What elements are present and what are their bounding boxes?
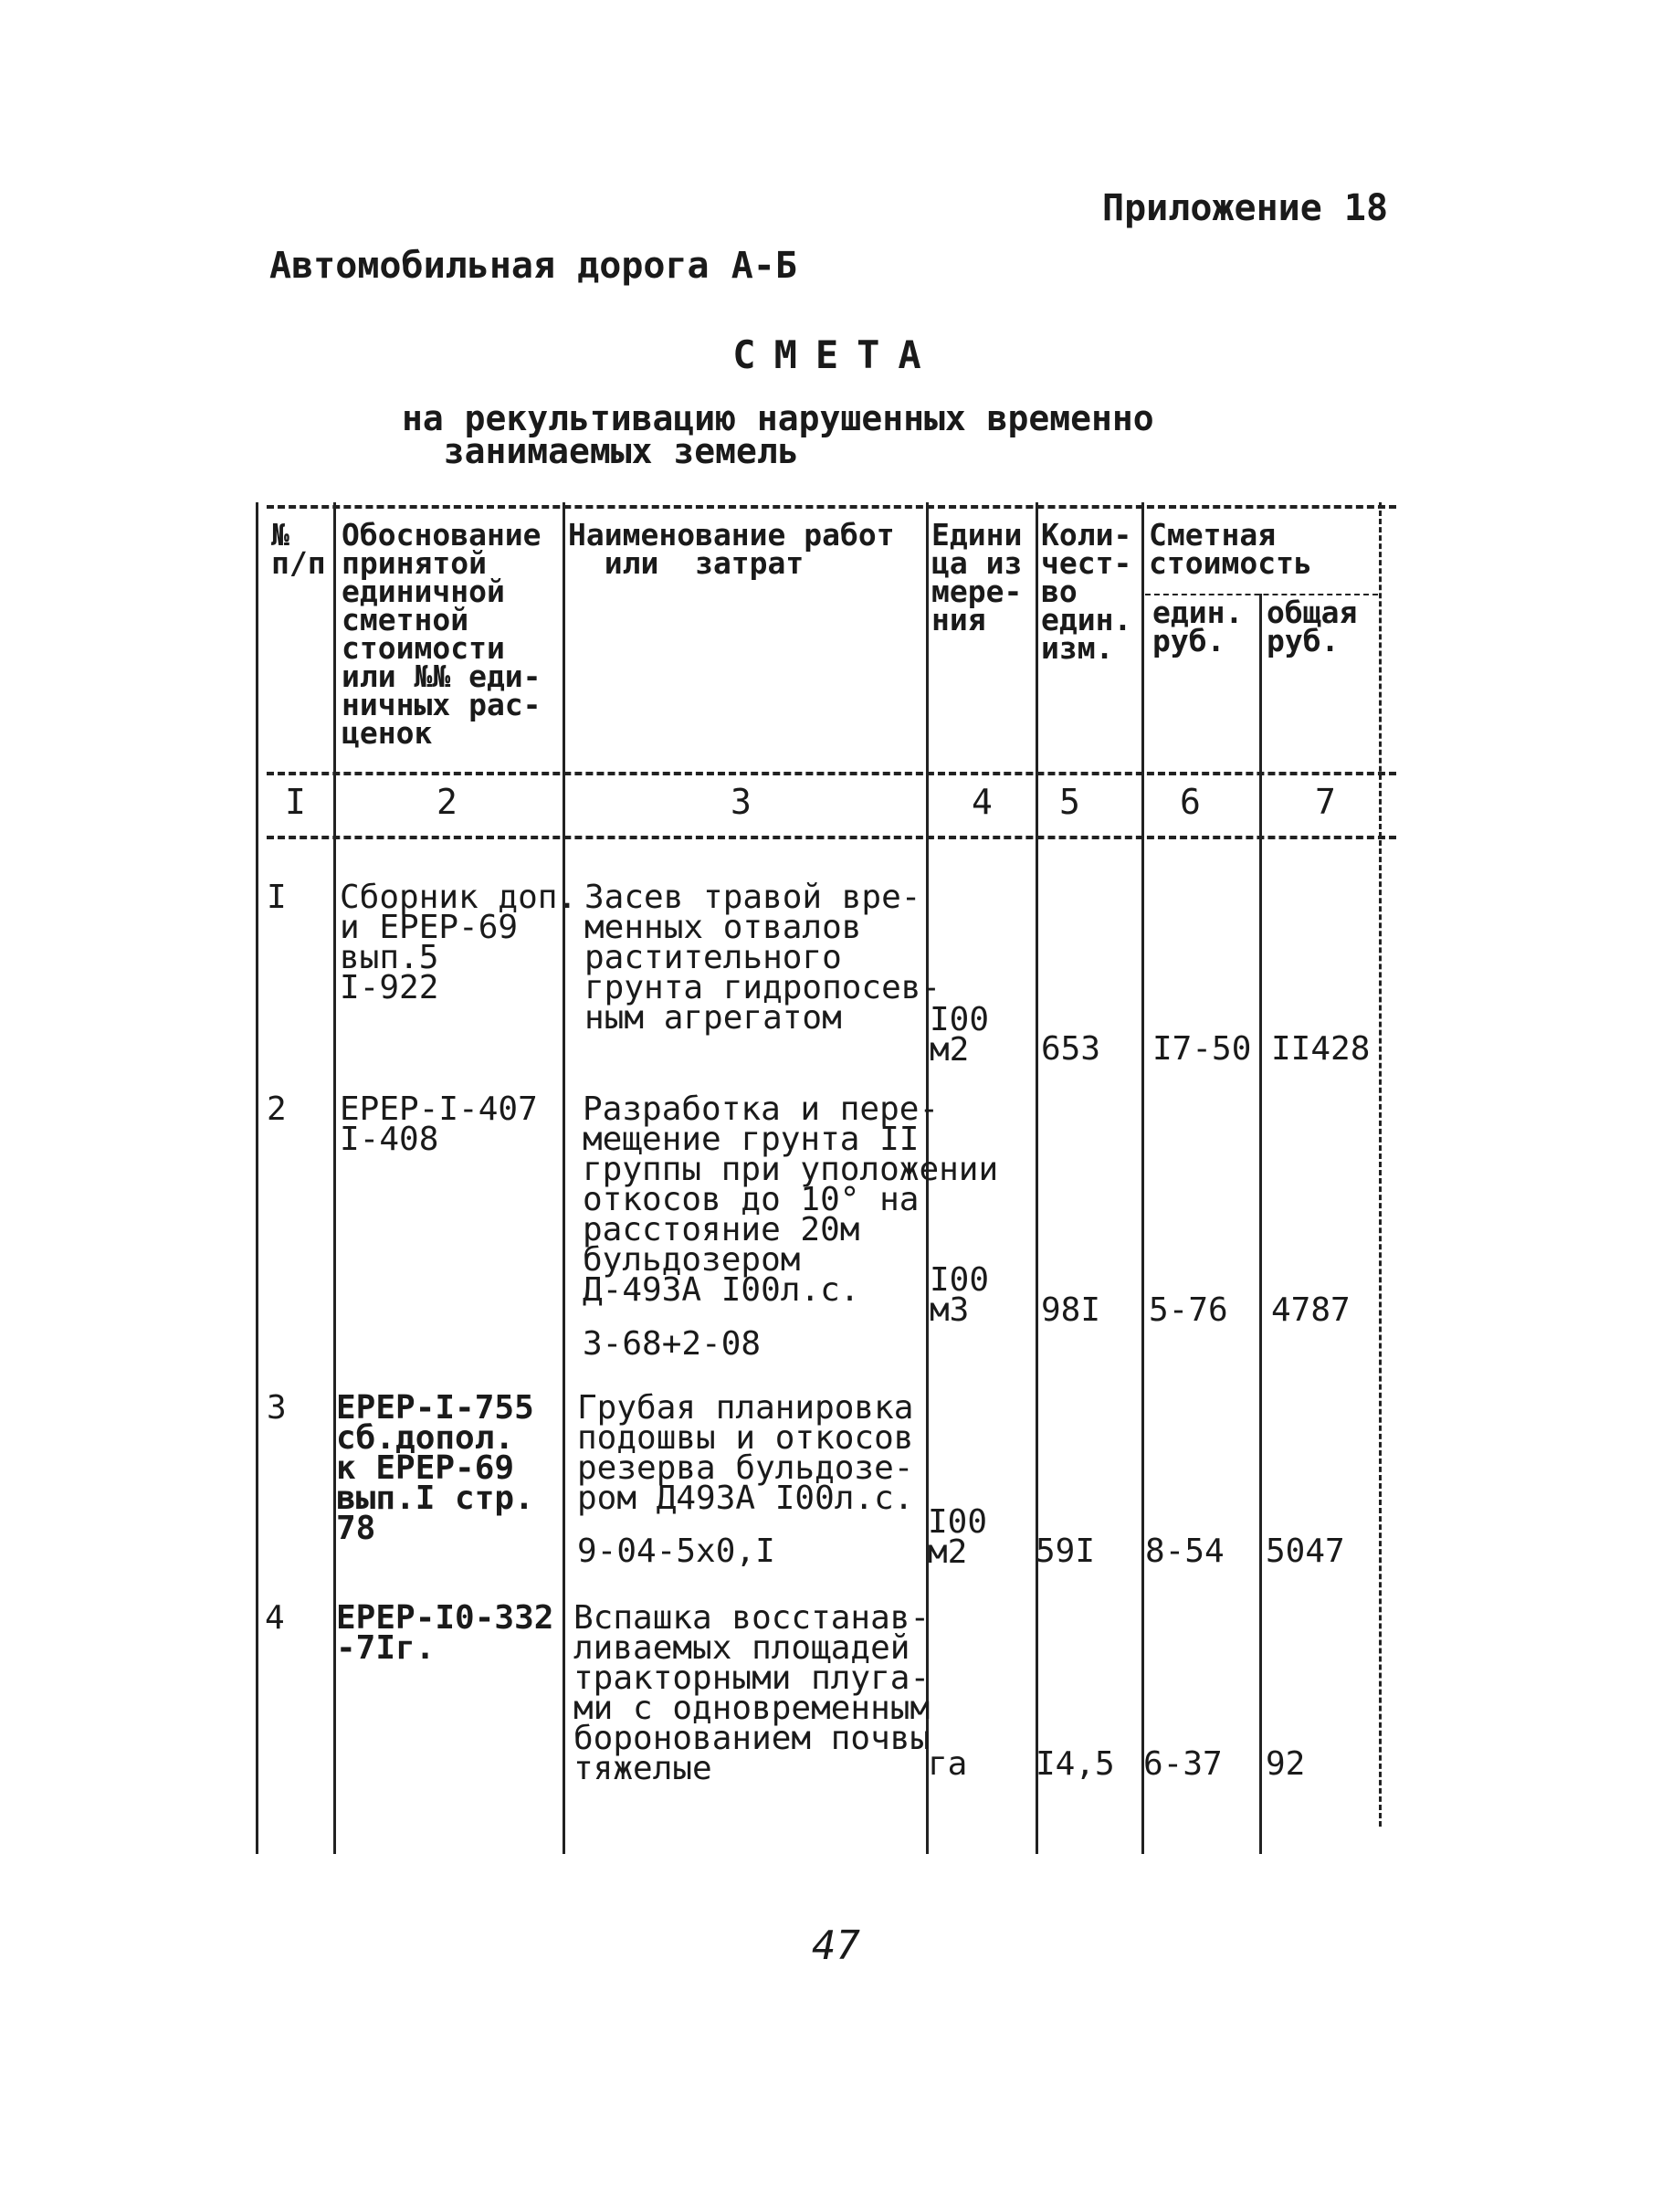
row-unit: га <box>928 1745 968 1783</box>
row-number: 3 <box>267 1389 287 1427</box>
column-numbers-rule <box>267 836 1396 839</box>
column-number-3: 3 <box>731 782 752 822</box>
road-name: Автомобильная дорога А-Б <box>269 245 797 287</box>
subtitle-line-2: занимаемых земель <box>443 431 799 471</box>
column-number-5: 5 <box>1059 782 1080 822</box>
column-number-7: 7 <box>1315 782 1336 822</box>
row-unit-cost: 5-76 <box>1149 1291 1228 1329</box>
header-unit-cost: един. руб. <box>1152 595 1244 658</box>
table-top-rule <box>267 505 1396 509</box>
header-quantity: Коли- чест- во един. изм. <box>1041 517 1132 666</box>
document-subtitle <box>402 398 1154 471</box>
row-quantity: 59I <box>1036 1533 1096 1570</box>
row-unit-cost: I7-50 <box>1152 1030 1252 1068</box>
row-unit: I00 м2 <box>930 1001 990 1069</box>
subtitle-line-1: на рекультивацию нарушенных временно <box>402 398 1154 438</box>
row-basis: ЕРЕР-I-407 I-408 <box>340 1090 538 1158</box>
column-number-4: 4 <box>972 782 993 822</box>
column-number-6: 6 <box>1180 782 1201 822</box>
row-unit: I00 м3 <box>930 1261 990 1329</box>
appendix-label: Приложение 18 <box>1102 187 1389 229</box>
header-unit: Едини ца из мере- ния <box>931 517 1023 637</box>
row-calculation: 3-68+2-08 <box>583 1325 762 1363</box>
header-estimated-cost: Сметная стоимость <box>1149 517 1312 581</box>
col-divider-6 <box>1259 594 1262 1854</box>
row-calculation: 9-04-5х0,I <box>577 1533 775 1570</box>
col-divider-5 <box>1141 502 1144 1854</box>
header-total-cost: общая руб. <box>1267 595 1358 658</box>
header-work-name: Наименование работ или затрат <box>568 517 895 581</box>
row-unit-cost: 6-37 <box>1143 1745 1223 1783</box>
row-basis: Сборник доп. и ЕРЕР-69 вып.5 I-922 <box>340 879 578 1006</box>
row-quantity: I4,5 <box>1036 1745 1115 1783</box>
column-number-1: I <box>285 782 306 822</box>
header-basis: Обоснование принятой единичной сметной стоимости или №№ еди- ничных рас- ценок <box>342 517 542 751</box>
column-number-2: 2 <box>436 782 457 822</box>
table-right-border <box>1379 502 1382 1827</box>
document-title: СМЕТА <box>732 332 940 377</box>
header-number: № п/п <box>271 517 326 581</box>
row-unit: I00 м2 <box>928 1503 988 1571</box>
row-quantity: 653 <box>1041 1030 1101 1068</box>
row-quantity: 98I <box>1041 1291 1101 1329</box>
row-number: 2 <box>267 1090 287 1128</box>
row-total: 4787 <box>1271 1291 1351 1329</box>
table-left-border <box>256 502 258 1854</box>
row-work-name: Грубая планировка подошвы и откосов резерва бульдозе- ром Д493А I00л.с. <box>577 1389 914 1517</box>
row-total: II428 <box>1271 1030 1371 1068</box>
page-number: 47 <box>812 1922 860 1969</box>
row-work-name: Разработка и пере- мещение грунта II группы при уположении откосов до 10° на расстояние 20м бульдозером Д-493А I00л.с. <box>583 1090 999 1309</box>
row-unit-cost: 8-54 <box>1145 1533 1225 1570</box>
col-divider-2 <box>563 502 565 1854</box>
row-work-name: Вспашка восстанав- ливаемых площадей тракторными плуга- ми с одновременным боронованием почвы тяжелые <box>573 1599 931 1787</box>
col-divider-4 <box>1036 502 1038 1854</box>
row-basis: ЕРЕР-I0-332 -7Iг. <box>336 1599 554 1667</box>
row-total: 5047 <box>1266 1533 1345 1570</box>
row-number: I <box>267 879 287 916</box>
row-basis: ЕРЕР-I-755 сб.допол. к ЕРЕР-69 вып.I стр. 78 <box>336 1389 534 1547</box>
row-work-name: Засев травой вре- менных отвалов растительного грунта гидропосев- ным агрегатом <box>584 879 941 1037</box>
row-total: 92 <box>1266 1745 1306 1783</box>
row-number: 4 <box>265 1599 285 1637</box>
header-bottom-rule <box>267 772 1396 775</box>
